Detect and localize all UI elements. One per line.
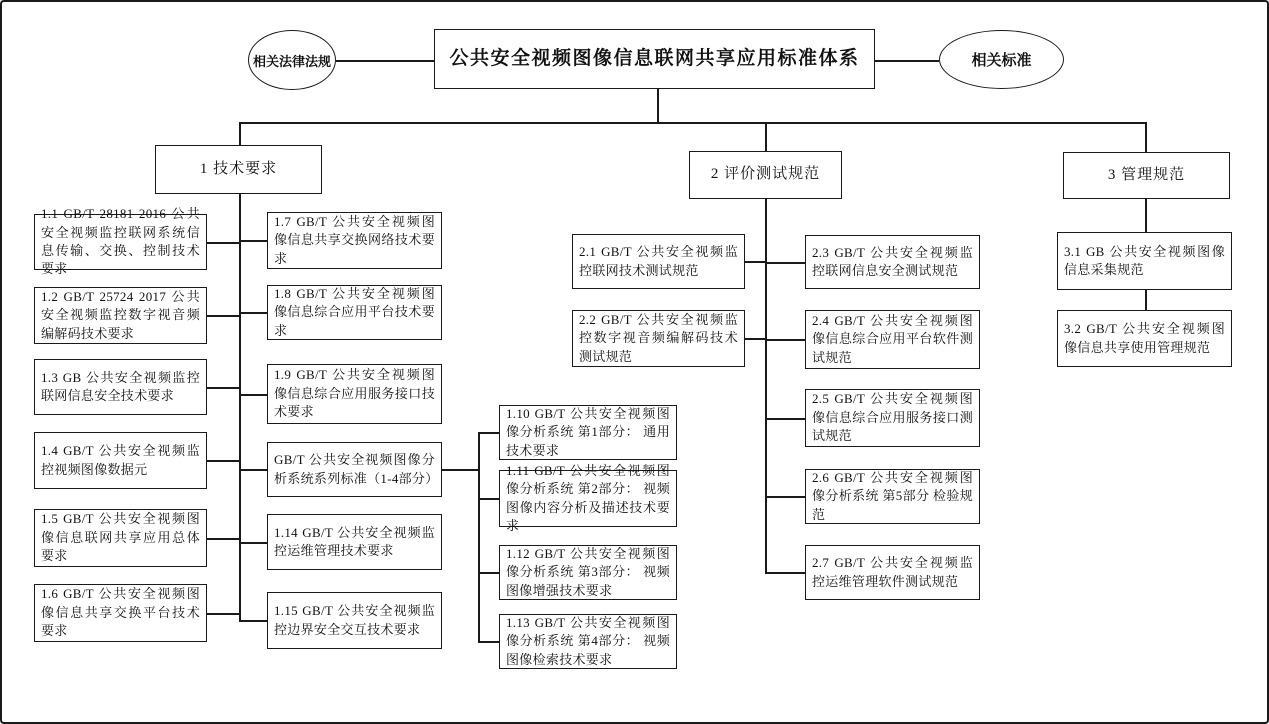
connector-line bbox=[765, 339, 805, 341]
connector-line bbox=[1145, 199, 1147, 232]
connector-line bbox=[745, 338, 765, 340]
connector-line bbox=[207, 387, 239, 389]
ellipse-related-standards: 相关标准 bbox=[939, 30, 1064, 89]
connector-line bbox=[478, 432, 499, 434]
node-1-3: 1.3 GB 公共安全视频监控联网信息安全技术要求 bbox=[34, 359, 207, 415]
node-1-6: 1.6 GB/T 公共安全视频图像信息共享交换平台技术要求 bbox=[34, 584, 207, 642]
node-2-7: 2.7 GB/T 公共安全视频监控运维管理软件测试规范 bbox=[805, 545, 980, 600]
node-series-analysis-standards: GB/T 公共安全视频图像分析系统系列标准（1-4部分） bbox=[267, 442, 442, 497]
category-3-management-spec: 3 管理规范 bbox=[1063, 152, 1230, 199]
node-3-1: 3.1 GB 公共安全视频图像信息采集规范 bbox=[1057, 232, 1232, 290]
node-1-14: 1.14 GB/T 公共安全视频监控运维管理技术要求 bbox=[267, 514, 442, 570]
connector-line bbox=[239, 312, 267, 314]
connector-line bbox=[478, 432, 480, 642]
connector-line bbox=[765, 418, 805, 420]
connector-line bbox=[239, 122, 241, 146]
node-1-13: 1.13 GB/T 公共安全视频图像分析系统 第4部分： 视频图像检索技术要求 bbox=[499, 614, 677, 669]
connector-line bbox=[239, 394, 267, 396]
ellipse-related-laws: 相关法律法规 bbox=[248, 30, 336, 90]
connector-line bbox=[765, 572, 805, 574]
node-1-10: 1.10 GB/T 公共安全视频图像分析系统 第1部分： 通用技术要求 bbox=[499, 405, 677, 460]
node-3-2: 3.2 GB/T 公共安全视频图像信息共享使用管理规范 bbox=[1057, 310, 1232, 367]
connector-line bbox=[765, 496, 805, 498]
node-1-4: 1.4 GB/T 公共安全视频监控视频图像数据元 bbox=[34, 432, 207, 489]
connector-line bbox=[207, 242, 239, 244]
node-2-3: 2.3 GB/T 公共安全视频监控联网信息安全测试规范 bbox=[805, 235, 980, 289]
connector-line bbox=[442, 469, 478, 471]
connector-line bbox=[765, 122, 767, 152]
connector-line bbox=[1145, 122, 1147, 153]
category-1-technical-requirements: 1 技术要求 bbox=[155, 145, 322, 194]
node-2-1: 2.1 GB/T 公共安全视频监控联网技术测试规范 bbox=[572, 234, 745, 289]
node-1-9: 1.9 GB/T 公共安全视频图像信息综合应用服务接口技术要求 bbox=[267, 364, 442, 424]
node-1-1: 1.1 GB/T 28181 2016 公共安全视频监控联网系统信息传输、交换、控制技术要求 bbox=[34, 214, 207, 270]
connector-line bbox=[239, 194, 241, 620]
connector-line bbox=[207, 315, 239, 317]
node-2-4: 2.4 GB/T 公共安全视频图像信息综合应用平台软件测试规范 bbox=[805, 310, 980, 369]
connector-line bbox=[745, 261, 765, 263]
connector-line bbox=[239, 240, 267, 242]
connector-line bbox=[239, 542, 267, 544]
connector-line bbox=[336, 60, 434, 62]
node-1-11: 1.11 GB/T 公共安全视频图像分析系统 第2部分： 视频图像内容分析及描述技术要求 bbox=[499, 470, 677, 527]
connector-line bbox=[875, 60, 939, 62]
node-2-2: 2.2 GB/T 公共安全视频监控数字视音频编解码技术测试规范 bbox=[572, 310, 745, 367]
connector-line bbox=[239, 469, 267, 471]
connector-line bbox=[478, 641, 499, 643]
connector-line bbox=[478, 572, 499, 574]
connector-line bbox=[239, 122, 1147, 124]
connector-line bbox=[207, 460, 239, 462]
node-1-12: 1.12 GB/T 公共安全视频图像分析系统 第3部分： 视频图像增强技术要求 bbox=[499, 545, 677, 600]
connector-line bbox=[207, 538, 239, 540]
connector-line bbox=[1145, 290, 1147, 310]
node-1-8: 1.8 GB/T 公共安全视频图像信息综合应用平台技术要求 bbox=[267, 285, 442, 340]
node-2-6: 2.6 GB/T 公共安全视频图像分析系统 第5部分 检验规范 bbox=[805, 469, 980, 524]
node-2-5: 2.5 GB/T 公共安全视频图像信息综合应用服务接口测试规范 bbox=[805, 389, 980, 447]
connector-line bbox=[657, 89, 659, 122]
node-1-2: 1.2 GB/T 25724 2017 公共安全视频监控数字视音频编解码技术要求 bbox=[34, 287, 207, 344]
node-1-5: 1.5 GB/T 公共安全视频图像信息联网共享应用总体要求 bbox=[34, 509, 207, 567]
root-title-box: 公共安全视频图像信息联网共享应用标准体系 bbox=[434, 29, 875, 89]
category-2-evaluation-test-spec: 2 评价测试规范 bbox=[689, 151, 842, 199]
connector-line bbox=[765, 199, 767, 572]
connector-line bbox=[765, 262, 805, 264]
node-1-15: 1.15 GB/T 公共安全视频监控边界安全交互技术要求 bbox=[267, 592, 442, 649]
connector-line bbox=[207, 613, 239, 615]
connector-line bbox=[239, 620, 267, 622]
connector-line bbox=[478, 498, 499, 500]
node-1-7: 1.7 GB/T 公共安全视频图像信息共享交换网络技术要求 bbox=[267, 212, 442, 269]
